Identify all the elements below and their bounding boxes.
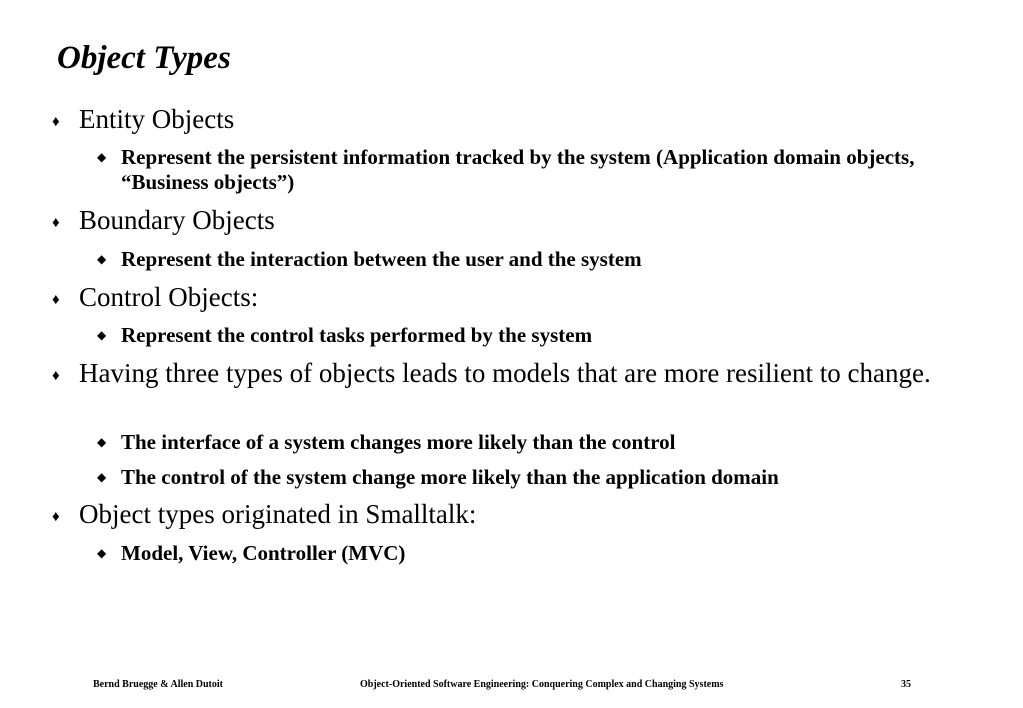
sub-bullet-interface-changes: The interface of a system changes more likely than the control (121, 430, 676, 454)
footer-page-number: 35 (901, 679, 911, 690)
small-diamond-bullet-icon: ◆ (97, 252, 107, 266)
footer-book-title: Object-Oriented Software Engineering: Conquering Complex and Changing Systems (360, 679, 724, 690)
bullet-entity-objects: Entity Objects (79, 104, 235, 134)
bullet-control-objects: Control Objects: (79, 282, 259, 312)
sub-bullet-boundary-description: Represent the interaction between the user and the system (121, 247, 642, 271)
bullet-smalltalk-origin: Object types originated in Smalltalk: (79, 499, 477, 529)
slide-title: Object Types (57, 40, 231, 76)
bullet-three-types: Having three types of objects leads to models that are more resilient to change. (79, 358, 931, 388)
sub-bullet-entity-description: Represent the persistent information tracked by the system (Application domain objects, “Business objects”) (121, 145, 915, 194)
sub-bullet-control-description: Represent the control tasks performed by the system (121, 323, 593, 347)
bullet-boundary-objects: Boundary Objects (79, 205, 275, 235)
diamond-bullet-icon: ♦ (52, 215, 60, 231)
diamond-bullet-icon: ♦ (52, 368, 60, 384)
small-diamond-bullet-icon: ◆ (97, 470, 107, 484)
small-diamond-bullet-icon: ◆ (97, 328, 107, 342)
footer-authors: Bernd Bruegge & Allen Dutoit (93, 679, 223, 690)
small-diamond-bullet-icon: ◆ (97, 546, 107, 560)
small-diamond-bullet-icon: ◆ (97, 435, 107, 449)
sub-bullet-mvc: Model, View, Controller (MVC) (121, 541, 406, 565)
small-diamond-bullet-icon: ◆ (97, 150, 107, 164)
diamond-bullet-icon: ♦ (52, 292, 60, 308)
sub-bullet-control-changes: The control of the system change more likely than the application domain (121, 465, 779, 489)
diamond-bullet-icon: ♦ (52, 509, 60, 525)
diamond-bullet-icon: ♦ (52, 114, 60, 130)
